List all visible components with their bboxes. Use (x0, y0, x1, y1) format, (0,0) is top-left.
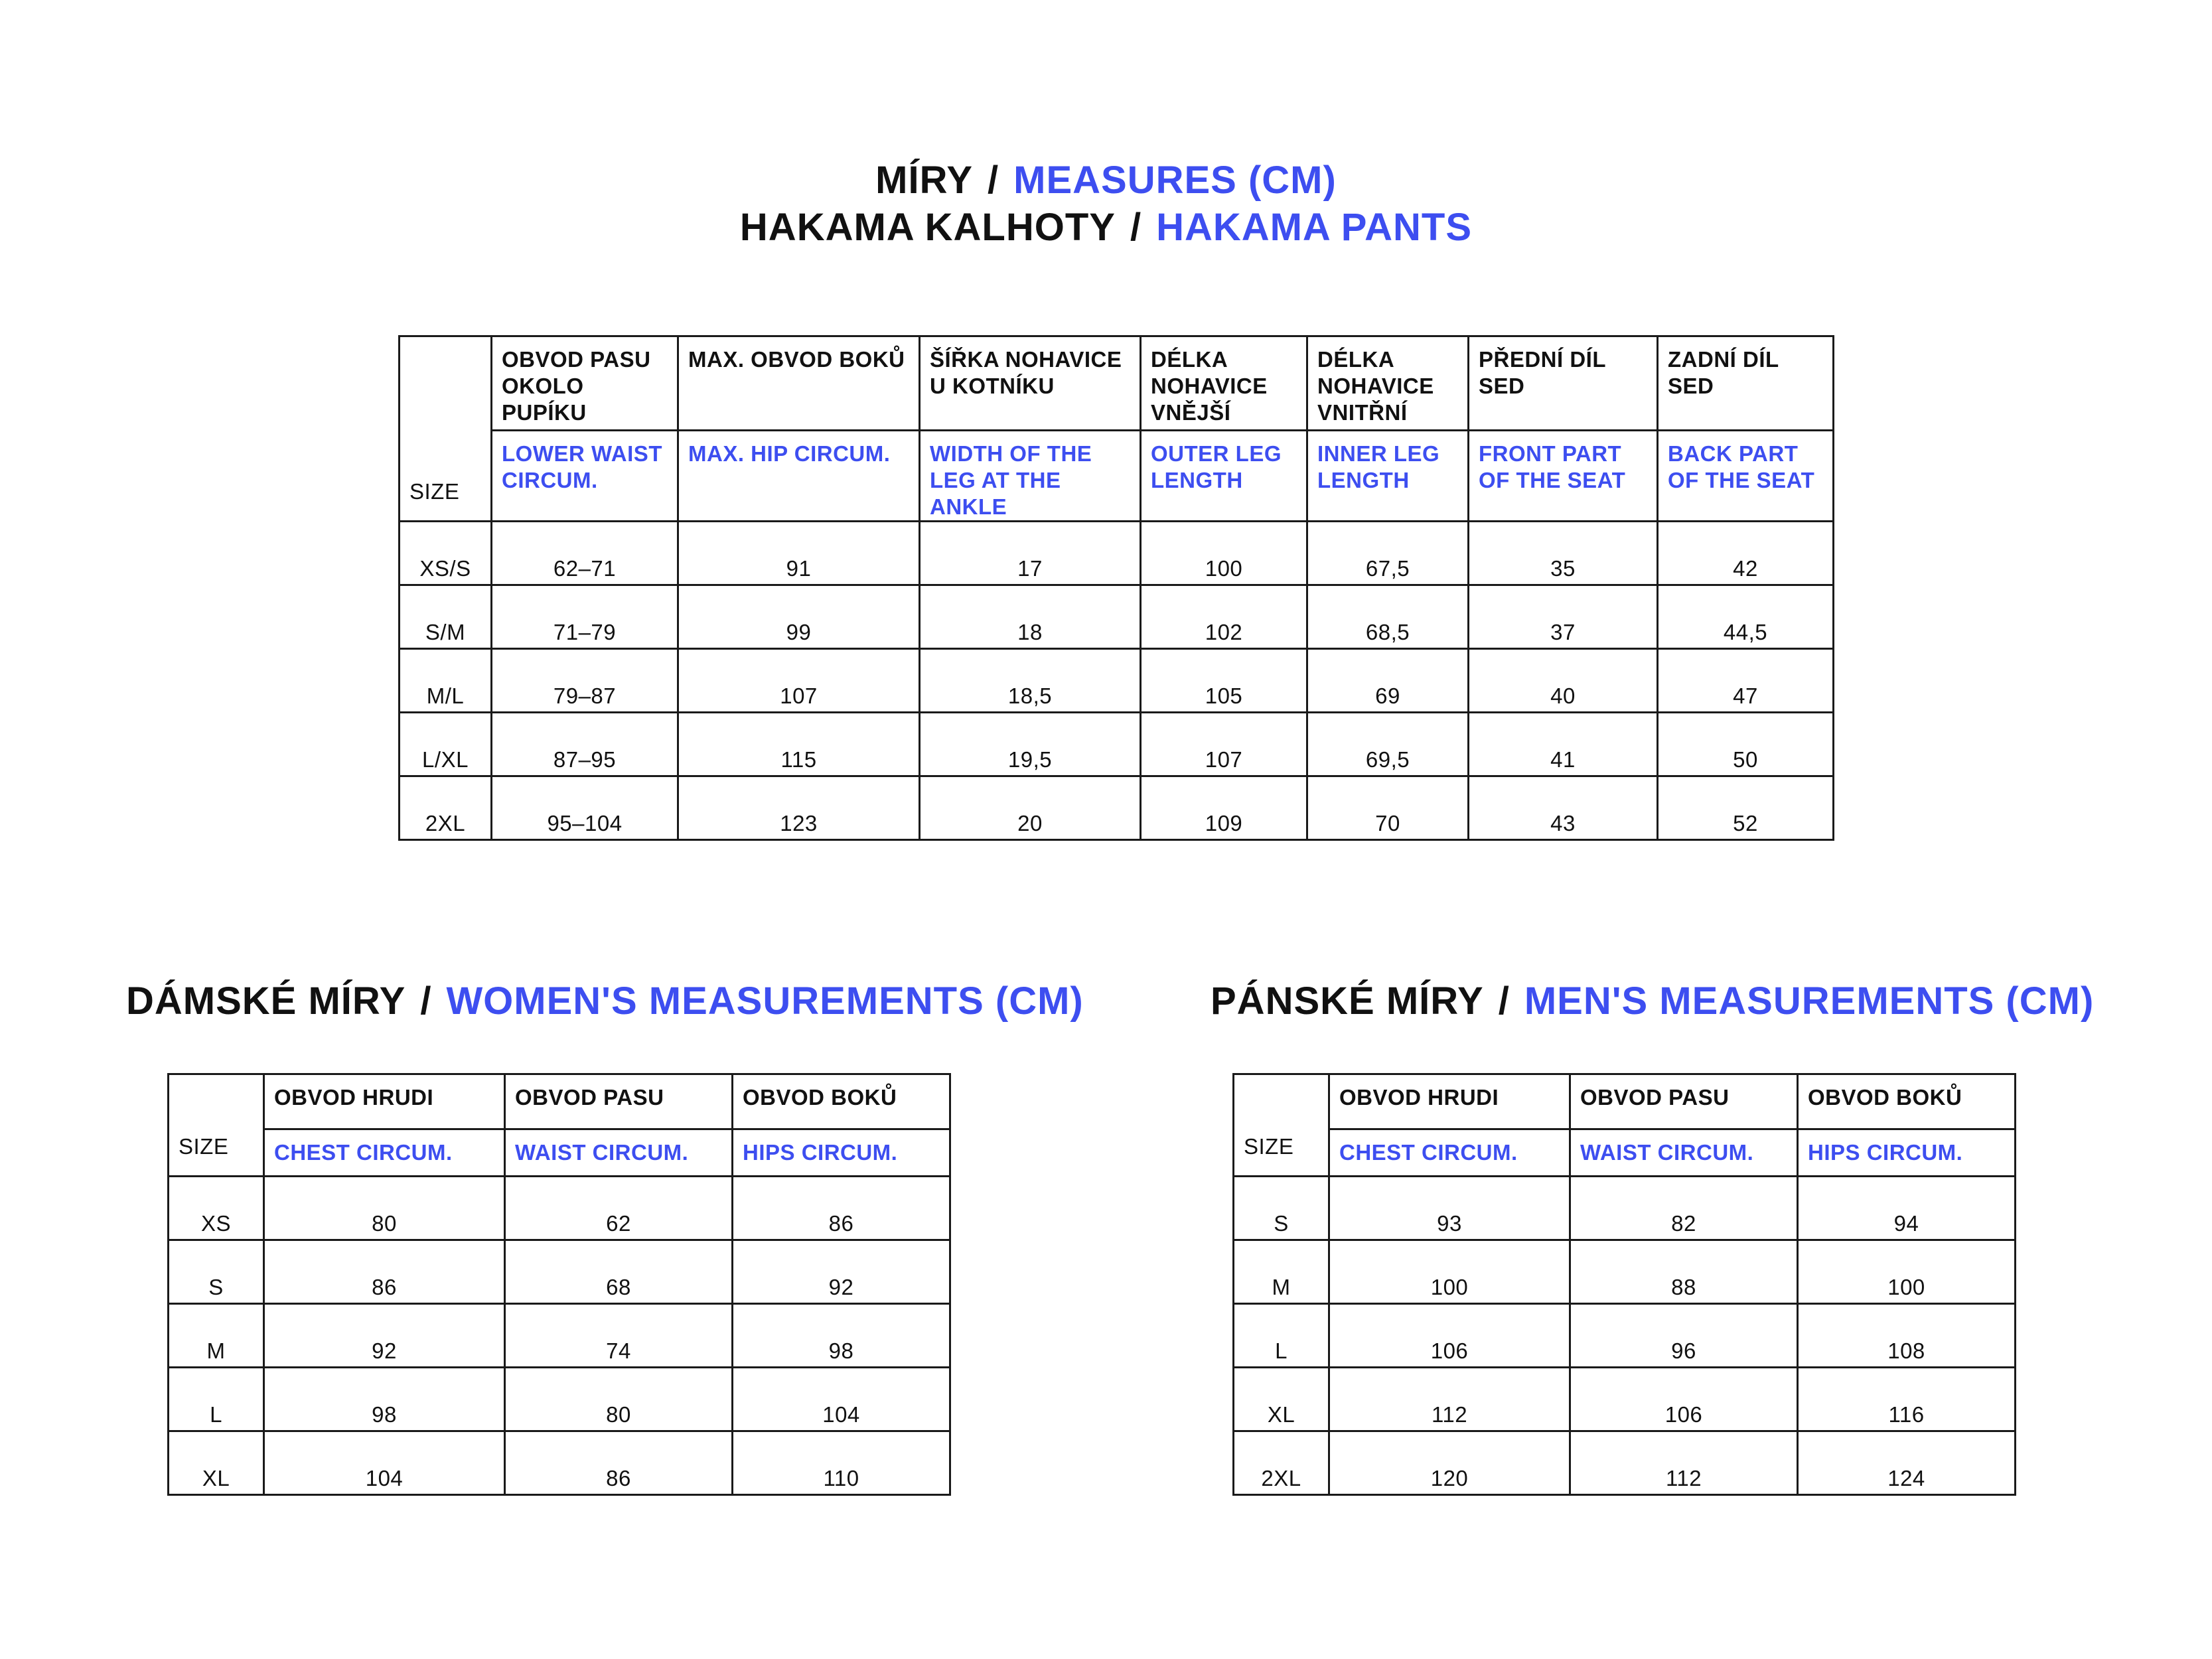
table-row (169, 1177, 950, 1240)
column-header-en: INNER LEG LENGTH (1307, 431, 1469, 522)
value-cell: 19,5 (920, 713, 1141, 776)
women-size-table (167, 1073, 951, 1496)
value-cell: 68 (505, 1240, 733, 1304)
women-title-cz: DÁMSKÉ MÍRY (126, 979, 406, 1023)
men-size-table (1232, 1073, 2016, 1496)
size-cell: 2XL (1234, 1431, 1329, 1495)
value-cell: 123 (678, 776, 920, 840)
value-cell: 86 (733, 1177, 950, 1240)
size-header: SIZE (169, 1074, 264, 1177)
header-row-cz (400, 336, 1834, 431)
subtitle-cz: HAKAMA KALHOTY (739, 206, 1116, 249)
value-cell: 80 (505, 1368, 733, 1431)
table-row (1234, 1240, 2016, 1304)
title-separator: / (420, 979, 432, 1023)
value-cell: 106 (1570, 1368, 1798, 1431)
value-cell: 93 (1329, 1177, 1570, 1240)
value-cell: 107 (1141, 713, 1307, 776)
men-section-title (1211, 977, 2094, 1025)
size-cell: S (169, 1240, 264, 1304)
table-row (1234, 1304, 2016, 1368)
table-row (400, 776, 1834, 840)
value-cell: 104 (733, 1368, 950, 1431)
column-header-cz: MAX. OBVOD BOKŮ (678, 336, 920, 431)
value-cell: 112 (1570, 1431, 1798, 1495)
value-cell: 43 (1469, 776, 1658, 840)
column-header-cz: DÉLKA NOHAVICE VNĚJŠÍ (1141, 336, 1307, 431)
column-header-cz: OBVOD PASU OKOLO PUPÍKU (492, 336, 678, 431)
column-header-en: WIDTH OF THE LEG AT THE ANKLE (920, 431, 1141, 522)
size-cell: L/XL (400, 713, 492, 776)
column-header-cz: OBVOD BOKŮ (1798, 1074, 2016, 1129)
value-cell: 88 (1570, 1240, 1798, 1304)
men-title-cz: PÁNSKÉ MÍRY (1211, 979, 1484, 1023)
table-row (400, 649, 1834, 713)
value-cell: 98 (264, 1368, 505, 1431)
value-cell: 104 (264, 1431, 505, 1495)
value-cell: 62 (505, 1177, 733, 1240)
title-separator: / (1498, 979, 1510, 1023)
value-cell: 70 (1307, 776, 1469, 840)
table-row (400, 585, 1834, 649)
title-separator: / (1130, 206, 1142, 249)
size-cell: XS/S (400, 522, 492, 585)
table-row (400, 713, 1834, 776)
value-cell: 98 (733, 1304, 950, 1368)
main-title-line-2 (0, 204, 2212, 252)
size-cell: S (1234, 1177, 1329, 1240)
size-cell: M (1234, 1240, 1329, 1304)
column-header-en: LOWER WAIST CIRCUM. (492, 431, 678, 522)
value-cell: 87–95 (492, 713, 678, 776)
main-title-en: MEASURES (CM) (1013, 159, 1337, 202)
value-cell: 102 (1141, 585, 1307, 649)
column-header-en: CHEST CIRCUM. (1329, 1129, 1570, 1177)
value-cell: 100 (1798, 1240, 2016, 1304)
header-row-en (400, 431, 1834, 522)
value-cell: 44,5 (1658, 585, 1834, 649)
value-cell: 42 (1658, 522, 1834, 585)
table-row (1234, 1177, 2016, 1240)
column-header-cz: OBVOD HRUDI (1329, 1074, 1570, 1129)
size-cell: L (1234, 1304, 1329, 1368)
column-header-cz: PŘEDNÍ DÍL SED (1469, 336, 1658, 431)
value-cell: 71–79 (492, 585, 678, 649)
table-row (169, 1240, 950, 1304)
value-cell: 96 (1570, 1304, 1798, 1368)
header-row-cz (1234, 1074, 2016, 1129)
value-cell: 41 (1469, 713, 1658, 776)
women-section-title (126, 977, 1084, 1025)
value-cell: 112 (1329, 1368, 1570, 1431)
size-cell: 2XL (400, 776, 492, 840)
table-row (169, 1368, 950, 1431)
column-header-en: CHEST CIRCUM. (264, 1129, 505, 1177)
value-cell: 95–104 (492, 776, 678, 840)
column-header-en: MAX. HIP CIRCUM. (678, 431, 920, 522)
value-cell: 69,5 (1307, 713, 1469, 776)
value-cell: 116 (1798, 1368, 2016, 1431)
value-cell: 86 (264, 1240, 505, 1304)
value-cell: 40 (1469, 649, 1658, 713)
column-header-cz: OBVOD PASU (505, 1074, 733, 1129)
value-cell: 108 (1798, 1304, 2016, 1368)
subtitle-en: HAKAMA PANTS (1156, 206, 1473, 249)
column-header-cz: OBVOD BOKŮ (733, 1074, 950, 1129)
column-header-en: HIPS CIRCUM. (1798, 1129, 2016, 1177)
value-cell: 47 (1658, 649, 1834, 713)
value-cell: 18,5 (920, 649, 1141, 713)
value-cell: 17 (920, 522, 1141, 585)
header-row-en (1234, 1129, 2016, 1177)
header-row-en (169, 1129, 950, 1177)
value-cell: 86 (505, 1431, 733, 1495)
value-cell: 99 (678, 585, 920, 649)
value-cell: 37 (1469, 585, 1658, 649)
column-header-en: WAIST CIRCUM. (505, 1129, 733, 1177)
value-cell: 67,5 (1307, 522, 1469, 585)
column-header-en: HIPS CIRCUM. (733, 1129, 950, 1177)
value-cell: 109 (1141, 776, 1307, 840)
value-cell: 107 (678, 649, 920, 713)
value-cell: 20 (920, 776, 1141, 840)
value-cell: 79–87 (492, 649, 678, 713)
size-header: SIZE (400, 336, 492, 522)
size-cell: S/M (400, 585, 492, 649)
table-row (1234, 1368, 2016, 1431)
size-cell: L (169, 1368, 264, 1431)
value-cell: 92 (264, 1304, 505, 1368)
value-cell: 18 (920, 585, 1141, 649)
value-cell: 91 (678, 522, 920, 585)
value-cell: 80 (264, 1177, 505, 1240)
value-cell: 94 (1798, 1177, 2016, 1240)
value-cell: 82 (1570, 1177, 1798, 1240)
hakama-size-table (398, 335, 1834, 841)
table-row (400, 522, 1834, 585)
value-cell: 110 (733, 1431, 950, 1495)
column-header-en: FRONT PART OF THE SEAT (1469, 431, 1658, 522)
column-header-cz: OBVOD PASU (1570, 1074, 1798, 1129)
value-cell: 69 (1307, 649, 1469, 713)
table-row (169, 1304, 950, 1368)
main-title-line-1 (0, 157, 2212, 204)
value-cell: 100 (1329, 1240, 1570, 1304)
value-cell: 100 (1141, 522, 1307, 585)
value-cell: 105 (1141, 649, 1307, 713)
column-header-en: BACK PART OF THE SEAT (1658, 431, 1834, 522)
table-row (1234, 1431, 2016, 1495)
column-header-en: OUTER LEG LENGTH (1141, 431, 1307, 522)
value-cell: 124 (1798, 1431, 2016, 1495)
men-title-en: MEN'S MEASUREMENTS (CM) (1524, 979, 2095, 1023)
value-cell: 68,5 (1307, 585, 1469, 649)
women-title-en: WOMEN'S MEASUREMENTS (CM) (446, 979, 1084, 1023)
value-cell: 106 (1329, 1304, 1570, 1368)
value-cell: 62–71 (492, 522, 678, 585)
table-row (169, 1431, 950, 1495)
size-cell: XL (1234, 1368, 1329, 1431)
column-header-cz: OBVOD HRUDI (264, 1074, 505, 1129)
header-row-cz (169, 1074, 950, 1129)
value-cell: 120 (1329, 1431, 1570, 1495)
size-cell: M/L (400, 649, 492, 713)
column-header-cz: ZADNÍ DÍL SED (1658, 336, 1834, 431)
size-cell: XS (169, 1177, 264, 1240)
value-cell: 92 (733, 1240, 950, 1304)
size-header: SIZE (1234, 1074, 1329, 1177)
column-header-cz: DÉLKA NOHAVICE VNITŘNÍ (1307, 336, 1469, 431)
value-cell: 52 (1658, 776, 1834, 840)
main-title-cz: MÍRY (875, 159, 974, 202)
size-cell: XL (169, 1431, 264, 1495)
column-header-en: WAIST CIRCUM. (1570, 1129, 1798, 1177)
column-header-cz: ŠÍŘKA NOHAVICE U KOTNÍKU (920, 336, 1141, 431)
title-separator: / (988, 159, 999, 202)
size-cell: M (169, 1304, 264, 1368)
value-cell: 115 (678, 713, 920, 776)
value-cell: 50 (1658, 713, 1834, 776)
value-cell: 35 (1469, 522, 1658, 585)
value-cell: 74 (505, 1304, 733, 1368)
